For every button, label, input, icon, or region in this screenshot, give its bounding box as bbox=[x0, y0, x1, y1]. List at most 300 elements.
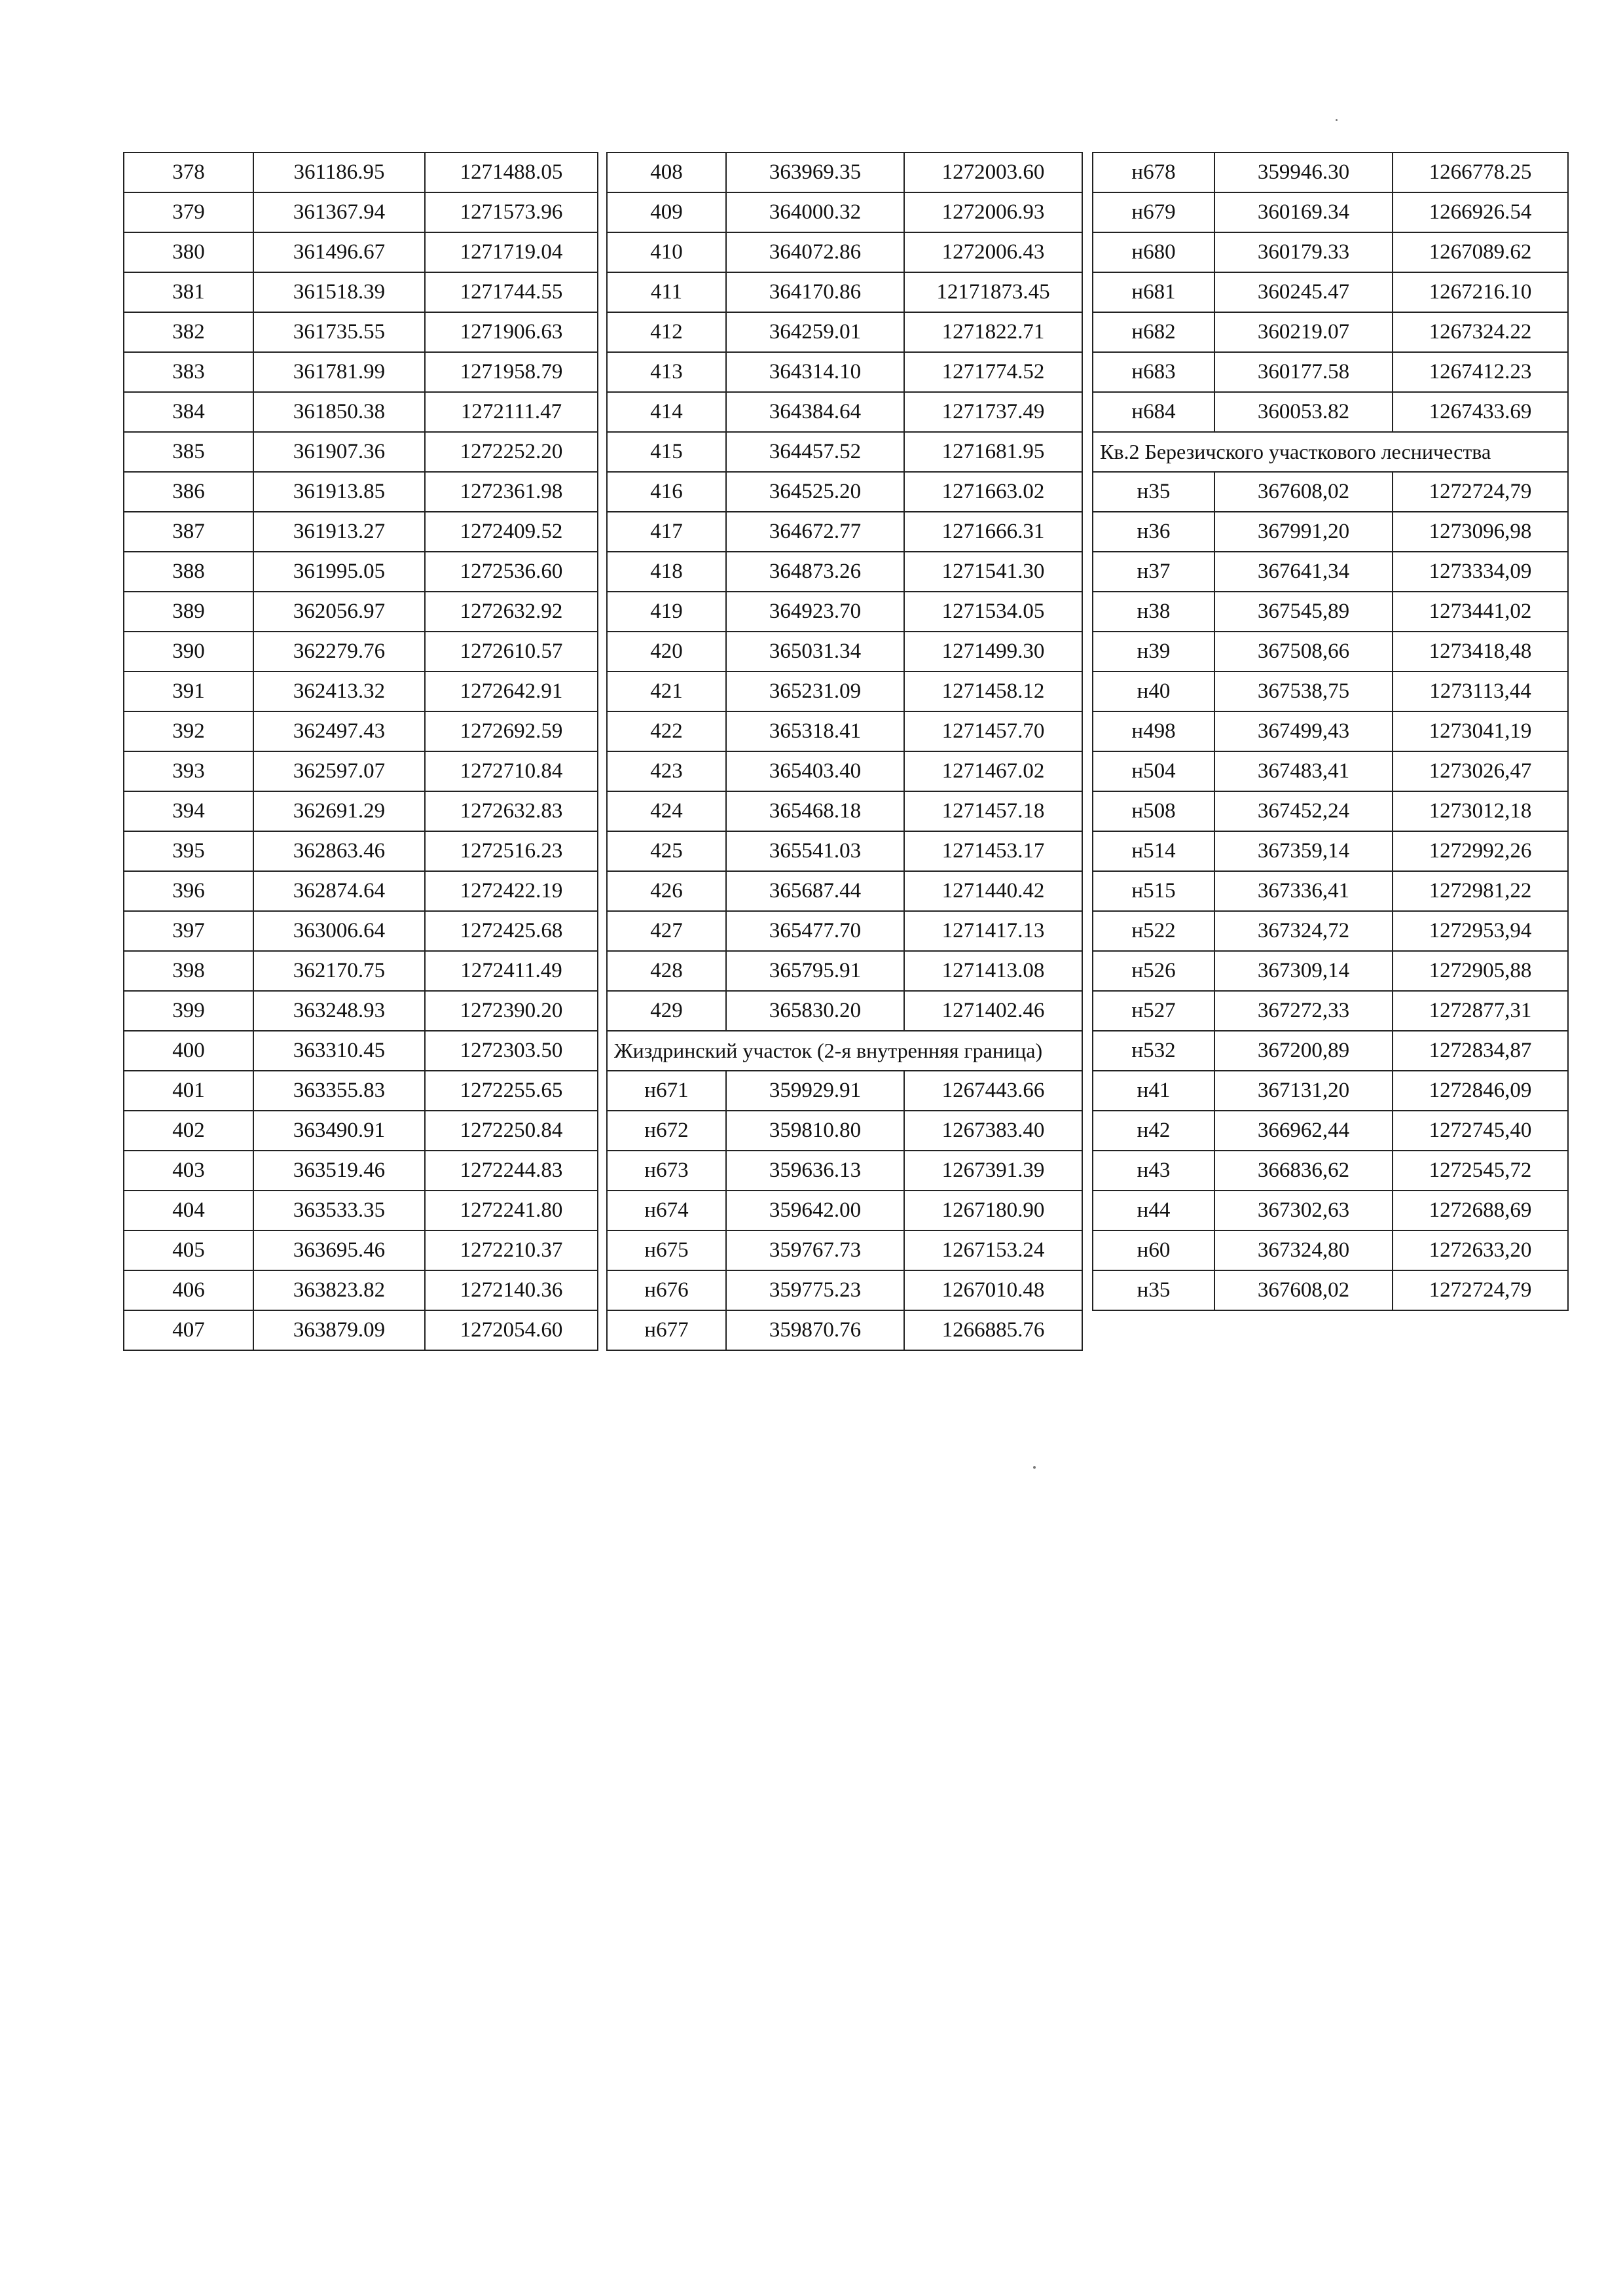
y-coordinate-cell: 1271458.12 bbox=[904, 672, 1082, 711]
table-row bbox=[607, 232, 1082, 272]
x-coordinate-cell: 367336,41 bbox=[1214, 871, 1393, 911]
table-row bbox=[1093, 192, 1568, 232]
x-coordinate-cell: 362056.97 bbox=[253, 592, 425, 632]
y-coordinate-cell: 1272692.59 bbox=[425, 711, 598, 751]
y-coordinate-cell: 1266926.54 bbox=[1393, 192, 1568, 232]
point-number-cell: н43 bbox=[1093, 1151, 1214, 1191]
table-row bbox=[1093, 232, 1568, 272]
x-coordinate-cell: 360169.34 bbox=[1214, 192, 1393, 232]
y-coordinate-cell: 1272724,79 bbox=[1393, 472, 1568, 512]
point-number-cell: н35 bbox=[1093, 1270, 1214, 1310]
point-number-cell: 383 bbox=[124, 352, 253, 392]
point-number-cell: н36 bbox=[1093, 512, 1214, 552]
point-number-cell: 378 bbox=[124, 152, 253, 192]
section-heading-row bbox=[1093, 432, 1568, 472]
table-row bbox=[1093, 1031, 1568, 1071]
point-number-cell: н42 bbox=[1093, 1111, 1214, 1151]
table-row bbox=[1093, 711, 1568, 751]
table-row bbox=[1093, 991, 1568, 1031]
y-coordinate-cell: 1272361.98 bbox=[425, 472, 598, 512]
x-coordinate-cell: 363969.35 bbox=[726, 152, 904, 192]
table-row bbox=[1093, 312, 1568, 352]
y-coordinate-cell: 1267443.66 bbox=[904, 1071, 1082, 1111]
point-number-cell: 428 bbox=[607, 951, 726, 991]
table-row bbox=[607, 272, 1082, 312]
y-coordinate-cell: 1271573.96 bbox=[425, 192, 598, 232]
y-coordinate-cell: 1272632.92 bbox=[425, 592, 598, 632]
point-number-cell: 399 bbox=[124, 991, 253, 1031]
point-number-cell: н526 bbox=[1093, 951, 1214, 991]
point-number-cell: н44 bbox=[1093, 1191, 1214, 1230]
table-row bbox=[1093, 871, 1568, 911]
x-coordinate-cell: 366836,62 bbox=[1214, 1151, 1393, 1191]
coordinates-table-right bbox=[1092, 152, 1569, 1311]
table-row bbox=[607, 512, 1082, 552]
x-coordinate-cell: 364923.70 bbox=[726, 592, 904, 632]
x-coordinate-cell: 359929.91 bbox=[726, 1071, 904, 1111]
point-number-cell: 427 bbox=[607, 911, 726, 951]
x-coordinate-cell: 361735.55 bbox=[253, 312, 425, 352]
table-row bbox=[124, 1031, 598, 1071]
table-row bbox=[607, 751, 1082, 791]
y-coordinate-cell: 1272252.20 bbox=[425, 432, 598, 472]
y-coordinate-cell: 1272846,09 bbox=[1393, 1071, 1568, 1111]
point-number-cell: н498 bbox=[1093, 711, 1214, 751]
point-number-cell: 386 bbox=[124, 472, 253, 512]
table-row bbox=[124, 1230, 598, 1270]
point-number-cell: 419 bbox=[607, 592, 726, 632]
table-row bbox=[124, 632, 598, 672]
table-row bbox=[1093, 552, 1568, 592]
x-coordinate-cell: 363355.83 bbox=[253, 1071, 425, 1111]
x-coordinate-cell: 360245.47 bbox=[1214, 272, 1393, 312]
y-coordinate-cell: 1272516.23 bbox=[425, 831, 598, 871]
y-coordinate-cell: 1267180.90 bbox=[904, 1191, 1082, 1230]
x-coordinate-cell: 365403.40 bbox=[726, 751, 904, 791]
table-row bbox=[124, 1270, 598, 1310]
table-row bbox=[124, 192, 598, 232]
table-row bbox=[1093, 751, 1568, 791]
x-coordinate-cell: 367324,80 bbox=[1214, 1230, 1393, 1270]
table-row bbox=[607, 951, 1082, 991]
table-row bbox=[124, 991, 598, 1031]
y-coordinate-cell: 1271534.05 bbox=[904, 592, 1082, 632]
point-number-cell: н39 bbox=[1093, 632, 1214, 672]
point-number-cell: н679 bbox=[1093, 192, 1214, 232]
point-number-cell: 402 bbox=[124, 1111, 253, 1151]
table-row bbox=[124, 592, 598, 632]
y-coordinate-cell: 1272632.83 bbox=[425, 791, 598, 831]
point-number-cell: 407 bbox=[124, 1310, 253, 1350]
point-number-cell: н504 bbox=[1093, 751, 1214, 791]
table-row bbox=[607, 871, 1082, 911]
x-coordinate-cell: 359870.76 bbox=[726, 1310, 904, 1350]
table-row bbox=[1093, 392, 1568, 432]
table-row bbox=[1093, 272, 1568, 312]
y-coordinate-cell: 1272241.80 bbox=[425, 1191, 598, 1230]
x-coordinate-cell: 360179.33 bbox=[1214, 232, 1393, 272]
table-row bbox=[607, 352, 1082, 392]
x-coordinate-cell: 364457.52 bbox=[726, 432, 904, 472]
table-row bbox=[607, 632, 1082, 672]
table-row bbox=[607, 1230, 1082, 1270]
point-number-cell: 420 bbox=[607, 632, 726, 672]
point-number-cell: 393 bbox=[124, 751, 253, 791]
x-coordinate-cell: 367545,89 bbox=[1214, 592, 1393, 632]
x-coordinate-cell: 365795.91 bbox=[726, 951, 904, 991]
x-coordinate-cell: 360053.82 bbox=[1214, 392, 1393, 432]
x-coordinate-cell: 364072.86 bbox=[726, 232, 904, 272]
x-coordinate-cell: 360219.07 bbox=[1214, 312, 1393, 352]
y-coordinate-cell: 1272992,26 bbox=[1393, 831, 1568, 871]
x-coordinate-cell: 367324,72 bbox=[1214, 911, 1393, 951]
point-number-cell: 400 bbox=[124, 1031, 253, 1071]
table-row bbox=[607, 711, 1082, 751]
y-coordinate-cell: 1266778.25 bbox=[1393, 152, 1568, 192]
x-coordinate-cell: 365477.70 bbox=[726, 911, 904, 951]
table-row bbox=[124, 272, 598, 312]
y-coordinate-cell: 1267391.39 bbox=[904, 1151, 1082, 1191]
point-number-cell: 415 bbox=[607, 432, 726, 472]
point-number-cell: н676 bbox=[607, 1270, 726, 1310]
x-coordinate-cell: 364873.26 bbox=[726, 552, 904, 592]
x-coordinate-cell: 359636.13 bbox=[726, 1151, 904, 1191]
table-row bbox=[607, 392, 1082, 432]
point-number-cell: 385 bbox=[124, 432, 253, 472]
x-coordinate-cell: 365468.18 bbox=[726, 791, 904, 831]
x-coordinate-cell: 359767.73 bbox=[726, 1230, 904, 1270]
point-number-cell: 421 bbox=[607, 672, 726, 711]
point-number-cell: 404 bbox=[124, 1191, 253, 1230]
point-number-cell: 416 bbox=[607, 472, 726, 512]
x-coordinate-cell: 363879.09 bbox=[253, 1310, 425, 1350]
point-number-cell: н684 bbox=[1093, 392, 1214, 432]
y-coordinate-cell: 1272422.19 bbox=[425, 871, 598, 911]
y-coordinate-cell: 1271457.70 bbox=[904, 711, 1082, 751]
x-coordinate-cell: 360177.58 bbox=[1214, 352, 1393, 392]
table-row bbox=[607, 1310, 1082, 1350]
point-number-cell: н38 bbox=[1093, 592, 1214, 632]
section-heading: Жиздринский участок (2-я внутренняя граница) bbox=[607, 1031, 1082, 1071]
point-number-cell: 412 bbox=[607, 312, 726, 352]
x-coordinate-cell: 361907.36 bbox=[253, 432, 425, 472]
y-coordinate-cell: 1271958.79 bbox=[425, 352, 598, 392]
point-number-cell: н674 bbox=[607, 1191, 726, 1230]
point-number-cell: 429 bbox=[607, 991, 726, 1031]
table-row bbox=[1093, 152, 1568, 192]
table-row bbox=[607, 472, 1082, 512]
table-row bbox=[124, 352, 598, 392]
table-row bbox=[607, 911, 1082, 951]
x-coordinate-cell: 362413.32 bbox=[253, 672, 425, 711]
left-table-body bbox=[124, 152, 598, 1350]
right-table-body bbox=[1093, 152, 1568, 1310]
y-coordinate-cell: 1271663.02 bbox=[904, 472, 1082, 512]
table-row bbox=[1093, 831, 1568, 871]
x-coordinate-cell: 362497.43 bbox=[253, 711, 425, 751]
point-number-cell: 409 bbox=[607, 192, 726, 232]
table-row bbox=[124, 711, 598, 751]
x-coordinate-cell: 365318.41 bbox=[726, 711, 904, 751]
table-row bbox=[607, 312, 1082, 352]
y-coordinate-cell: 1272724,79 bbox=[1393, 1270, 1568, 1310]
x-coordinate-cell: 367359,14 bbox=[1214, 831, 1393, 871]
point-number-cell: 397 bbox=[124, 911, 253, 951]
table-row bbox=[1093, 1191, 1568, 1230]
point-number-cell: 392 bbox=[124, 711, 253, 751]
table-row bbox=[124, 552, 598, 592]
table-row bbox=[124, 1071, 598, 1111]
x-coordinate-cell: 362597.07 bbox=[253, 751, 425, 791]
table-row bbox=[1093, 911, 1568, 951]
table-row bbox=[607, 672, 1082, 711]
y-coordinate-cell: 1266885.76 bbox=[904, 1310, 1082, 1350]
y-coordinate-cell: 1271453.17 bbox=[904, 831, 1082, 871]
y-coordinate-cell: 1272250.84 bbox=[425, 1111, 598, 1151]
x-coordinate-cell: 363310.45 bbox=[253, 1031, 425, 1071]
y-coordinate-cell: 1272745,40 bbox=[1393, 1111, 1568, 1151]
point-number-cell: 384 bbox=[124, 392, 253, 432]
y-coordinate-cell: 1272545,72 bbox=[1393, 1151, 1568, 1191]
x-coordinate-cell: 363519.46 bbox=[253, 1151, 425, 1191]
point-number-cell: 408 bbox=[607, 152, 726, 192]
point-number-cell: 401 bbox=[124, 1071, 253, 1111]
section-heading: Кв.2 Березичского участкового лесничества bbox=[1093, 432, 1568, 472]
table-row bbox=[124, 1151, 598, 1191]
table-row bbox=[607, 1071, 1082, 1111]
x-coordinate-cell: 361913.85 bbox=[253, 472, 425, 512]
y-coordinate-cell: 1272210.37 bbox=[425, 1230, 598, 1270]
table-row bbox=[124, 871, 598, 911]
y-coordinate-cell: 1273418,48 bbox=[1393, 632, 1568, 672]
point-number-cell: 403 bbox=[124, 1151, 253, 1191]
point-number-cell: 413 bbox=[607, 352, 726, 392]
table-row bbox=[1093, 951, 1568, 991]
point-number-cell: 396 bbox=[124, 871, 253, 911]
y-coordinate-cell: 1271719.04 bbox=[425, 232, 598, 272]
y-coordinate-cell: 1271744.55 bbox=[425, 272, 598, 312]
x-coordinate-cell: 365687.44 bbox=[726, 871, 904, 911]
x-coordinate-cell: 364384.64 bbox=[726, 392, 904, 432]
y-coordinate-cell: 1272610.57 bbox=[425, 632, 598, 672]
y-coordinate-cell: 1267383.40 bbox=[904, 1111, 1082, 1151]
x-coordinate-cell: 367499,43 bbox=[1214, 711, 1393, 751]
table-row bbox=[1093, 632, 1568, 672]
point-number-cell: 389 bbox=[124, 592, 253, 632]
point-number-cell: 422 bbox=[607, 711, 726, 751]
x-coordinate-cell: 364672.77 bbox=[726, 512, 904, 552]
x-coordinate-cell: 367483,41 bbox=[1214, 751, 1393, 791]
point-number-cell: 382 bbox=[124, 312, 253, 352]
table-row bbox=[124, 152, 598, 192]
x-coordinate-cell: 363006.64 bbox=[253, 911, 425, 951]
table-row bbox=[607, 1191, 1082, 1230]
point-number-cell: 380 bbox=[124, 232, 253, 272]
table-row bbox=[124, 751, 598, 791]
point-number-cell: 418 bbox=[607, 552, 726, 592]
table-row bbox=[607, 1270, 1082, 1310]
point-number-cell: н678 bbox=[1093, 152, 1214, 192]
point-number-cell: 394 bbox=[124, 791, 253, 831]
y-coordinate-cell: 1271541.30 bbox=[904, 552, 1082, 592]
y-coordinate-cell: 1273041,19 bbox=[1393, 711, 1568, 751]
point-number-cell: н514 bbox=[1093, 831, 1214, 871]
table-row bbox=[1093, 1151, 1568, 1191]
middle-table-body bbox=[607, 152, 1082, 1350]
y-coordinate-cell: 1272006.93 bbox=[904, 192, 1082, 232]
point-number-cell: н508 bbox=[1093, 791, 1214, 831]
y-coordinate-cell: 1271417.13 bbox=[904, 911, 1082, 951]
y-coordinate-cell: 1267153.24 bbox=[904, 1230, 1082, 1270]
table-row bbox=[607, 1111, 1082, 1151]
table-row bbox=[607, 552, 1082, 592]
y-coordinate-cell: 1272303.50 bbox=[425, 1031, 598, 1071]
x-coordinate-cell: 361496.67 bbox=[253, 232, 425, 272]
point-number-cell: 387 bbox=[124, 512, 253, 552]
x-coordinate-cell: 364259.01 bbox=[726, 312, 904, 352]
y-coordinate-cell: 1272425.68 bbox=[425, 911, 598, 951]
point-number-cell: н527 bbox=[1093, 991, 1214, 1031]
table-row bbox=[1093, 1071, 1568, 1111]
table-row bbox=[607, 592, 1082, 632]
point-number-cell: 388 bbox=[124, 552, 253, 592]
table-row bbox=[124, 392, 598, 432]
table-row bbox=[607, 192, 1082, 232]
x-coordinate-cell: 359810.80 bbox=[726, 1111, 904, 1151]
x-coordinate-cell: 361850.38 bbox=[253, 392, 425, 432]
point-number-cell: 411 bbox=[607, 272, 726, 312]
table-row bbox=[124, 472, 598, 512]
x-coordinate-cell: 365031.34 bbox=[726, 632, 904, 672]
y-coordinate-cell: 12171873.45 bbox=[904, 272, 1082, 312]
x-coordinate-cell: 361781.99 bbox=[253, 352, 425, 392]
x-coordinate-cell: 367608,02 bbox=[1214, 472, 1393, 512]
table-row bbox=[1093, 791, 1568, 831]
point-number-cell: н677 bbox=[607, 1310, 726, 1350]
y-coordinate-cell: 1272710.84 bbox=[425, 751, 598, 791]
x-coordinate-cell: 367302,63 bbox=[1214, 1191, 1393, 1230]
point-number-cell: н682 bbox=[1093, 312, 1214, 352]
x-coordinate-cell: 364525.20 bbox=[726, 472, 904, 512]
y-coordinate-cell: 1272642.91 bbox=[425, 672, 598, 711]
point-number-cell: н683 bbox=[1093, 352, 1214, 392]
point-number-cell: 410 bbox=[607, 232, 726, 272]
point-number-cell: 405 bbox=[124, 1230, 253, 1270]
y-coordinate-cell: 1267089.62 bbox=[1393, 232, 1568, 272]
table-row bbox=[124, 831, 598, 871]
table-row bbox=[607, 991, 1082, 1031]
y-coordinate-cell: 1271457.18 bbox=[904, 791, 1082, 831]
y-coordinate-cell: 1273113,44 bbox=[1393, 672, 1568, 711]
table-row bbox=[1093, 1111, 1568, 1151]
table-row bbox=[124, 672, 598, 711]
point-number-cell: н41 bbox=[1093, 1071, 1214, 1111]
point-number-cell: 424 bbox=[607, 791, 726, 831]
point-number-cell: 423 bbox=[607, 751, 726, 791]
x-coordinate-cell: 367272,33 bbox=[1214, 991, 1393, 1031]
scan-speck bbox=[1336, 119, 1338, 121]
table-row bbox=[1093, 1270, 1568, 1310]
y-coordinate-cell: 1272054.60 bbox=[425, 1310, 598, 1350]
point-number-cell: н673 bbox=[607, 1151, 726, 1191]
table-row bbox=[124, 911, 598, 951]
x-coordinate-cell: 366962,44 bbox=[1214, 1111, 1393, 1151]
y-coordinate-cell: 1273026,47 bbox=[1393, 751, 1568, 791]
y-coordinate-cell: 1271413.08 bbox=[904, 951, 1082, 991]
table-row bbox=[124, 312, 598, 352]
x-coordinate-cell: 367991,20 bbox=[1214, 512, 1393, 552]
x-coordinate-cell: 367608,02 bbox=[1214, 1270, 1393, 1310]
table-row bbox=[607, 432, 1082, 472]
point-number-cell: 395 bbox=[124, 831, 253, 871]
point-number-cell: н35 bbox=[1093, 472, 1214, 512]
y-coordinate-cell: 1272006.43 bbox=[904, 232, 1082, 272]
x-coordinate-cell: 361367.94 bbox=[253, 192, 425, 232]
point-number-cell: 406 bbox=[124, 1270, 253, 1310]
y-coordinate-cell: 1271666.31 bbox=[904, 512, 1082, 552]
y-coordinate-cell: 1272877,31 bbox=[1393, 991, 1568, 1031]
y-coordinate-cell: 1272244.83 bbox=[425, 1151, 598, 1191]
point-number-cell: 426 bbox=[607, 871, 726, 911]
y-coordinate-cell: 1267433.69 bbox=[1393, 392, 1568, 432]
point-number-cell: н532 bbox=[1093, 1031, 1214, 1071]
coordinates-table-left bbox=[123, 152, 598, 1351]
y-coordinate-cell: 1267324.22 bbox=[1393, 312, 1568, 352]
y-coordinate-cell: 1272834,87 bbox=[1393, 1031, 1568, 1071]
x-coordinate-cell: 367452,24 bbox=[1214, 791, 1393, 831]
y-coordinate-cell: 1271402.46 bbox=[904, 991, 1082, 1031]
x-coordinate-cell: 362863.46 bbox=[253, 831, 425, 871]
y-coordinate-cell: 1272953,94 bbox=[1393, 911, 1568, 951]
x-coordinate-cell: 367131,20 bbox=[1214, 1071, 1393, 1111]
x-coordinate-cell: 365231.09 bbox=[726, 672, 904, 711]
x-coordinate-cell: 359946.30 bbox=[1214, 152, 1393, 192]
x-coordinate-cell: 362691.29 bbox=[253, 791, 425, 831]
x-coordinate-cell: 361186.95 bbox=[253, 152, 425, 192]
table-row bbox=[124, 791, 598, 831]
y-coordinate-cell: 1267412.23 bbox=[1393, 352, 1568, 392]
x-coordinate-cell: 367309,14 bbox=[1214, 951, 1393, 991]
table-row bbox=[124, 1310, 598, 1350]
table-row bbox=[1093, 512, 1568, 552]
point-number-cell: 379 bbox=[124, 192, 253, 232]
point-number-cell: н60 bbox=[1093, 1230, 1214, 1270]
y-coordinate-cell: 1272409.52 bbox=[425, 512, 598, 552]
section-heading-row bbox=[607, 1031, 1082, 1071]
x-coordinate-cell: 362874.64 bbox=[253, 871, 425, 911]
x-coordinate-cell: 361913.27 bbox=[253, 512, 425, 552]
table-row bbox=[607, 152, 1082, 192]
x-coordinate-cell: 362279.76 bbox=[253, 632, 425, 672]
scan-speck bbox=[1033, 1466, 1036, 1469]
y-coordinate-cell: 1271467.02 bbox=[904, 751, 1082, 791]
point-number-cell: н515 bbox=[1093, 871, 1214, 911]
y-coordinate-cell: 1267010.48 bbox=[904, 1270, 1082, 1310]
table-row bbox=[124, 951, 598, 991]
x-coordinate-cell: 364314.10 bbox=[726, 352, 904, 392]
table-row bbox=[124, 512, 598, 552]
y-coordinate-cell: 1272390.20 bbox=[425, 991, 598, 1031]
y-coordinate-cell: 1271822.71 bbox=[904, 312, 1082, 352]
point-number-cell: 391 bbox=[124, 672, 253, 711]
y-coordinate-cell: 1272536.60 bbox=[425, 552, 598, 592]
point-number-cell: н40 bbox=[1093, 672, 1214, 711]
x-coordinate-cell: 365541.03 bbox=[726, 831, 904, 871]
y-coordinate-cell: 1273096,98 bbox=[1393, 512, 1568, 552]
y-coordinate-cell: 1272111.47 bbox=[425, 392, 598, 432]
x-coordinate-cell: 359775.23 bbox=[726, 1270, 904, 1310]
y-coordinate-cell: 1273334,09 bbox=[1393, 552, 1568, 592]
